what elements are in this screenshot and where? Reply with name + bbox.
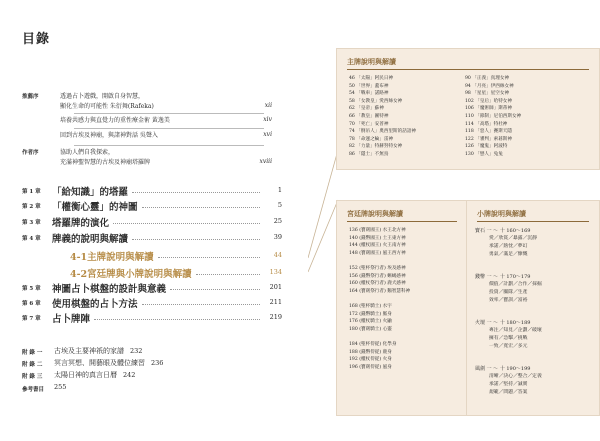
major-card-entry: 110 「節制」尼伯西斯女神 xyxy=(465,113,522,119)
chapter-title: 占卜牌陣 xyxy=(52,314,91,325)
preface-title xyxy=(60,116,250,126)
panel-title: 宮廷牌說明與解讀 xyxy=(347,209,403,218)
dotted-leader xyxy=(113,223,260,224)
major-card-entry: 102 「皇后」哈特女神 xyxy=(465,98,512,104)
suit-keywords: 勇氣／滿足／慷慨 xyxy=(489,252,528,257)
suit-keywords: 規範／問題／答案 xyxy=(489,390,528,395)
appendix-page: 236 xyxy=(151,359,164,367)
suit-block xyxy=(475,319,593,351)
preface-page: xii xyxy=(264,102,272,109)
appendix-title xyxy=(54,346,142,356)
court-card-entry: 168 (聖杯騎士) 水宇 xyxy=(349,303,392,309)
preface-line: 顯化生命的可能性 朱衍舞(Rafeka) xyxy=(60,103,154,110)
major-card-entry: 126 「魔鬼」阿波特 xyxy=(465,144,508,150)
chapter-title: 4-1主牌說明與解讀 xyxy=(70,252,154,263)
suit-header: 火壇 一 ～ 十 180～189 xyxy=(475,320,531,326)
court-card-entry xyxy=(349,257,410,265)
preface-line: 充滿神聖智慧的古埃及神廟塔羅牌 xyxy=(60,159,151,166)
connector-line-court xyxy=(308,200,338,272)
page-title: 目錄 xyxy=(22,32,51,47)
chapter-entry[interactable] xyxy=(22,311,282,325)
court-card-entry: 148 (寶劍國王) 風王西方神 xyxy=(349,250,406,256)
appendix-number: 附 錄 二 xyxy=(22,362,43,368)
suit-header: 風劍 一 ～ 十 190～199 xyxy=(475,366,531,372)
appendix-page: 242 xyxy=(123,371,136,379)
chapter-entry[interactable] xyxy=(22,215,282,229)
appendix-number: 附 錄 一 xyxy=(22,350,43,356)
chapter-entry[interactable] xyxy=(22,281,282,295)
major-card-entry: 74 「倒吊人」奧西里斯的話語神 xyxy=(349,129,417,135)
appendix-number: 附 錄 三 xyxy=(22,374,43,380)
dotted-leader xyxy=(196,274,260,275)
connector-line-major xyxy=(308,150,338,258)
preface-page: xvi xyxy=(263,131,272,138)
major-card-entry: 130 「戀人」兔兔 xyxy=(465,151,503,157)
court-card-entry: 156 (錢幣祭行者) 蜥蜴感神 xyxy=(349,273,406,279)
preface-title xyxy=(60,131,250,141)
court-card-entry: 184 (聖杯侍從) 化學身 xyxy=(349,341,397,347)
appendix-title xyxy=(54,370,135,380)
appendix-title-text: 冥言冥想、開藝眼及體位練習 xyxy=(54,359,145,367)
chapter-page: 201 xyxy=(269,283,282,291)
appendix-title-text: 古埃及主要神祇的家譜 xyxy=(54,347,124,355)
preface-label: 作者序 xyxy=(22,150,39,156)
appendix-title-text: 太陽日神的真言日曆 xyxy=(54,371,117,379)
chapter-page: 25 xyxy=(273,217,282,225)
major-card-entry: 82 「力量」特赫努特女神 xyxy=(349,144,403,150)
court-card-entry: 192 (權杖侍從) 火身 xyxy=(349,357,392,363)
court-card-entry: 136 (寶劍國王) 水王北方神 xyxy=(349,228,406,233)
chapter-entry[interactable] xyxy=(22,184,282,198)
suit-block xyxy=(475,365,593,397)
major-card-entry: 58 「女教皇」愛西絲女神 xyxy=(349,98,403,104)
preface-line: 回到古埃及神廟，與諸神對話 吳聲入 xyxy=(60,132,158,139)
major-card-entry: 54 「戰車」諾路神 xyxy=(349,91,389,97)
major-card-entry: 50 「世界」蓋布神 xyxy=(349,83,389,89)
major-card-entry: 122 「審判」索碁斯神 xyxy=(465,136,512,142)
preface-page: xviii xyxy=(259,158,272,165)
dotted-leader xyxy=(132,192,260,193)
appendix-entry[interactable] xyxy=(22,383,282,394)
preface-line: 協助人們自我探索， xyxy=(60,149,115,156)
major-card-entry: 98 「星星」星空女神 xyxy=(465,91,510,97)
chapter-page: 211 xyxy=(269,298,282,306)
suit-keywords: 價值／計劃／合作／採掘 xyxy=(489,282,542,287)
preface-divider xyxy=(74,128,264,129)
court-card-entry: 188 (錢幣侍從) 鹿身 xyxy=(349,349,392,355)
chapter-entry[interactable] xyxy=(22,296,282,310)
chapter-title: 4-2宮廷牌與小牌說明與解讀 xyxy=(70,269,192,280)
appendix-page: 255 xyxy=(54,383,67,391)
chapter-entry[interactable] xyxy=(22,199,282,213)
court-card-entry xyxy=(349,333,410,341)
chapter-number: 第 1 章 xyxy=(22,189,41,195)
chapter-entry[interactable] xyxy=(22,231,282,245)
major-card-entry: 46 「太陽」阿民日神 xyxy=(349,76,394,81)
court-card-entry: 160 (權杖祭行者) 鹿犬感神 xyxy=(349,281,406,287)
appendix-entry[interactable] xyxy=(22,358,282,369)
major-card-entry: 106 「魔術師」斯蒂神 xyxy=(465,106,512,112)
dotted-leader xyxy=(142,304,260,305)
major-card-entry: 86 「隱士」不無鳥 xyxy=(349,151,389,157)
panel-title-rule xyxy=(347,221,457,222)
major-card-entry: 62 「皇帝」蘇神 xyxy=(349,106,384,112)
major-list-right xyxy=(465,75,521,159)
suit-keywords: 專注／知見／企劃／破壞 xyxy=(489,328,542,333)
callout-connector xyxy=(308,150,338,290)
appendix-entry[interactable] xyxy=(22,370,282,381)
preface-page: xiv xyxy=(263,116,272,123)
suit-keywords: 擁有／急擊／挑戰 xyxy=(489,336,528,341)
appendix-page: 232 xyxy=(130,347,143,355)
major-card-entry: 114 「高塔」特杜神 xyxy=(465,121,508,127)
major-card-entry: 118 「惡人」賽斯天隱 xyxy=(465,129,512,135)
chapter-number: 第 6 章 xyxy=(22,301,41,307)
panel-title-rule xyxy=(347,69,589,70)
preface-divider xyxy=(74,113,264,114)
panel-title: 主牌說明與解讀 xyxy=(347,57,396,66)
suit-keywords: 一致／寬宏／多元 xyxy=(489,344,528,349)
suit-keywords: 效率／寶訓／富裕 xyxy=(489,298,528,303)
chapter-number: 第 2 章 xyxy=(22,204,41,210)
court-card-entry: 144 (權杖國王) 火王南方神 xyxy=(349,243,406,249)
major-card-entry: 94 「月亮」伊西絲女神 xyxy=(465,83,514,89)
major-list-left xyxy=(349,75,416,159)
preface-line: 培養共感力與直覺力的重性療金術 黃逸美 xyxy=(60,117,170,124)
major-arcana-panel xyxy=(336,48,600,170)
major-card-entry: 70 「死亡」安普神 xyxy=(349,121,389,127)
chapter-title: 使用棋盤的占卜方法 xyxy=(52,299,138,310)
chapter-entry[interactable] xyxy=(22,266,282,280)
preface-label: 推薦序 xyxy=(22,94,39,100)
court-card-entry: 140 (錢幣國王) 土王東方神 xyxy=(349,235,406,241)
suit-keywords: 承諾／堅持／誠實 xyxy=(489,382,528,387)
appendix-entry[interactable] xyxy=(22,346,282,357)
chapter-entry[interactable] xyxy=(22,249,282,263)
court-cards-panel xyxy=(336,200,468,416)
chapter-page: 134 xyxy=(269,268,282,276)
appendix-title xyxy=(54,358,163,368)
chapter-title: 「給知識」的塔羅 xyxy=(52,187,129,198)
chapter-page: 219 xyxy=(269,313,282,321)
court-card-entry: 164 (寶劍祭行者) 鵝智慧科神 xyxy=(349,288,411,294)
chapter-page: 5 xyxy=(277,201,282,209)
suit-header: 寶石 一 ～ 十 160～169 xyxy=(475,228,531,234)
chapter-number: 第 4 章 xyxy=(22,236,41,242)
appendix-number: 參考書目 xyxy=(22,387,45,393)
major-card-entry: 90 「正義」真理女神 xyxy=(465,76,510,81)
court-card-entry xyxy=(349,295,410,303)
preface-divider xyxy=(74,145,264,146)
panel-title-rule xyxy=(477,221,589,222)
panel-title: 小牌說明與解讀 xyxy=(477,209,526,218)
suit-keywords: 投資／團隊／生產 xyxy=(489,290,528,295)
dotted-leader xyxy=(142,207,260,208)
preface-title xyxy=(60,148,250,168)
dotted-leader xyxy=(132,239,260,240)
chapter-number: 第 5 章 xyxy=(22,286,41,292)
chapter-title: 塔羅牌的演化 xyxy=(52,218,110,229)
dotted-leader xyxy=(158,257,260,258)
major-card-entry: 66 「教皇」圖特神 xyxy=(349,113,389,119)
chapter-page: 1 xyxy=(277,186,282,194)
chapter-title: 「權衡心靈」的神圖 xyxy=(52,202,138,213)
major-card-entry: 78 「命運之輪」雷神 xyxy=(349,136,394,142)
suit-block xyxy=(475,273,593,305)
court-card-entry: 176 (權杖騎士) 火鼬 xyxy=(349,319,392,325)
court-card-entry: 152 (聖杯祭行者) 埃及感神 xyxy=(349,265,406,271)
preface-title xyxy=(60,92,250,112)
suit-header: 錢幣 一 ～ 十 170～179 xyxy=(475,274,531,280)
court-card-entry: 172 (錢幣騎士) 脈身 xyxy=(349,311,392,317)
court-list xyxy=(349,227,410,371)
court-card-entry: 196 (寶劍侍從) 風身 xyxy=(349,364,392,370)
chapter-page: 44 xyxy=(273,251,282,259)
suit-keywords: 清晰／決心／整合／定義 xyxy=(489,374,542,379)
preface-line: 透過占卜遊戲，開啟自身智慧， xyxy=(60,93,145,100)
suit-keywords: 愛／欣賞／暴露／沉靜 xyxy=(489,236,537,241)
appendix-title xyxy=(54,383,66,391)
suit-keywords: 承諾／熱忱／夢幻 xyxy=(489,244,528,249)
minor-list xyxy=(475,227,593,411)
table-of-contents xyxy=(22,28,322,47)
dotted-leader xyxy=(170,289,260,290)
chapter-title: 牌義的說明與解讀 xyxy=(52,234,129,245)
chapter-number: 第 7 章 xyxy=(22,316,41,322)
minor-arcana-panel xyxy=(466,200,600,416)
chapter-title: 神圖占卜棋盤的設計與意義 xyxy=(52,284,167,295)
court-card-entry: 180 (寶劍騎士) 心靈 xyxy=(349,326,392,332)
chapter-page: 39 xyxy=(273,233,282,241)
suit-block xyxy=(475,227,593,259)
dotted-leader xyxy=(94,319,260,320)
chapter-number: 第 3 章 xyxy=(22,220,41,226)
